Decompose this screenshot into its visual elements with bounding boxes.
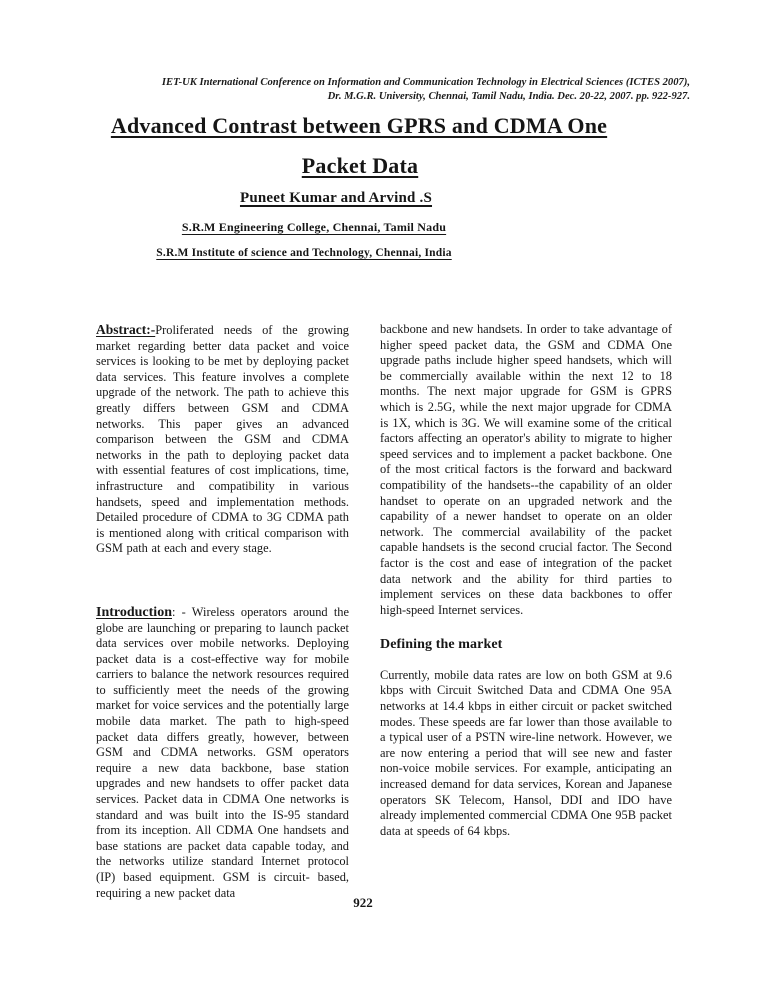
- defining-the-market-heading: Defining the market: [380, 637, 503, 653]
- body-columns: [96, 322, 672, 901]
- introduction-paragraph: [96, 605, 349, 901]
- title-block: [0, 111, 768, 261]
- abstract-label: Abstract:-: [96, 322, 156, 337]
- paper-title-line2: Packet Data: [301, 153, 419, 178]
- introduction-text: Wireless operators around the globe are launching or preparing to launch packet data services over mobile networks. Deploying packet data is a cost-effective way for mobile carriers to balance the network resources required to sufficiently meet the needs of the growing market for voice services and the potentially large mobile data market. The path to high-speed packet data differs greatly, however, between GSM and CDMA networks. GSM operators require a new data backbone, base station upgrades and new handsets to offer packet data services. Packet data in CDMA One networks is standard and was built into the IS-95 standard from its inception. All CDMA One handsets and base stations are packet data capable today, and the networks utilize standard Internet protocol (IP) based equipment. GSM is circuit- based, requiring a new packet data: [96, 604, 349, 900]
- page-number: 922: [353, 895, 373, 910]
- conference-header: [0, 76, 690, 103]
- abstract-paragraph: [96, 322, 349, 557]
- right-column-paragraph-1: backbone and new handsets. In order to take advantage of higher speed packet data, the GSM and CDMA One upgrade paths include higher speed handsets, which will be commercially available within the next 12 to 18 months. The next major upgrade for GSM is GPRS which is 2.5G, while the next major upgrade for CDMA is 1X, which is 3G. We will examine some of the critical factors affecting an operator's ability to migrate to higher speed services and to implement a packet backbone. One of the most critical factors is the forward and backward compatibility of the handsets--the capability of an older handset to operate on an upgraded network and the capability of a newer handset to operate on an older network. The commercial availability of the packet capable handsets is the second crucial factor. The Second factor is the cost and ease of integration of the packet data network and the ability for third parties to implement services on these data backbones to offer high-speed Internet services.: [380, 322, 672, 617]
- introduction-label: Introduction: [96, 604, 172, 620]
- affiliation-line2: S.R.M Institute of science and Technology, Chennai, India: [156, 247, 452, 259]
- right-column: [380, 322, 672, 901]
- conference-header-line1: IET-UK International Conference on Information and Communication Technology in Electrical Sciences (ICTES 2007),: [161, 77, 690, 88]
- right-column-paragraph-2: Currently, mobile data rates are low on both GSM at 9.6 kbps with Circuit Switched Data and CDMA One 95A networks at 14.4 kbps in either circuit or packet switched modes. These speeds are far lower than those available to a typical user of a PSTN wire-line network. However, we are now entering a period that will see new and faster non-voice mobile services. For example, anticipating an increased demand for data services, Korean and Japanese operators SK Telecom, Hansol, DDI and IDO have already implemented commercial CDMA One 95B packet data at speeds of 64 kbps.: [380, 667, 672, 838]
- conference-header-line2: Dr. M.G.R. University, Chennai, Tamil Nadu, India. Dec. 20-22, 2007. pp. 922-927.: [327, 90, 690, 102]
- authors: Puneet Kumar and Arvind .S: [239, 190, 433, 206]
- left-column: [96, 322, 349, 901]
- introduction-separator: : -: [171, 604, 192, 619]
- affiliation-line1: S.R.M Engineering College, Chennai, Tamil Nadu: [181, 220, 447, 234]
- paper-title-line1: Advanced Contrast between GPRS and CDMA One: [110, 113, 608, 138]
- abstract-text: Proliferated needs of the growing market regarding better data packet and voice services is looking to be met by deploying packet data services. This feature involves a complete upgrade of the network. The path to achieve this greatly differs between GSM and CDMA networks. This paper gives an advanced comparison between the GSM and CDMA networks in the path to deploying packet data with essential features of cost implications, time, infrastructure and compatibility in various handsets, speed and implementation methods. Detailed procedure of CDMA to 3G CDMA path is mentioned along with critical comparison with GSM path at each and every stage.: [96, 323, 349, 556]
